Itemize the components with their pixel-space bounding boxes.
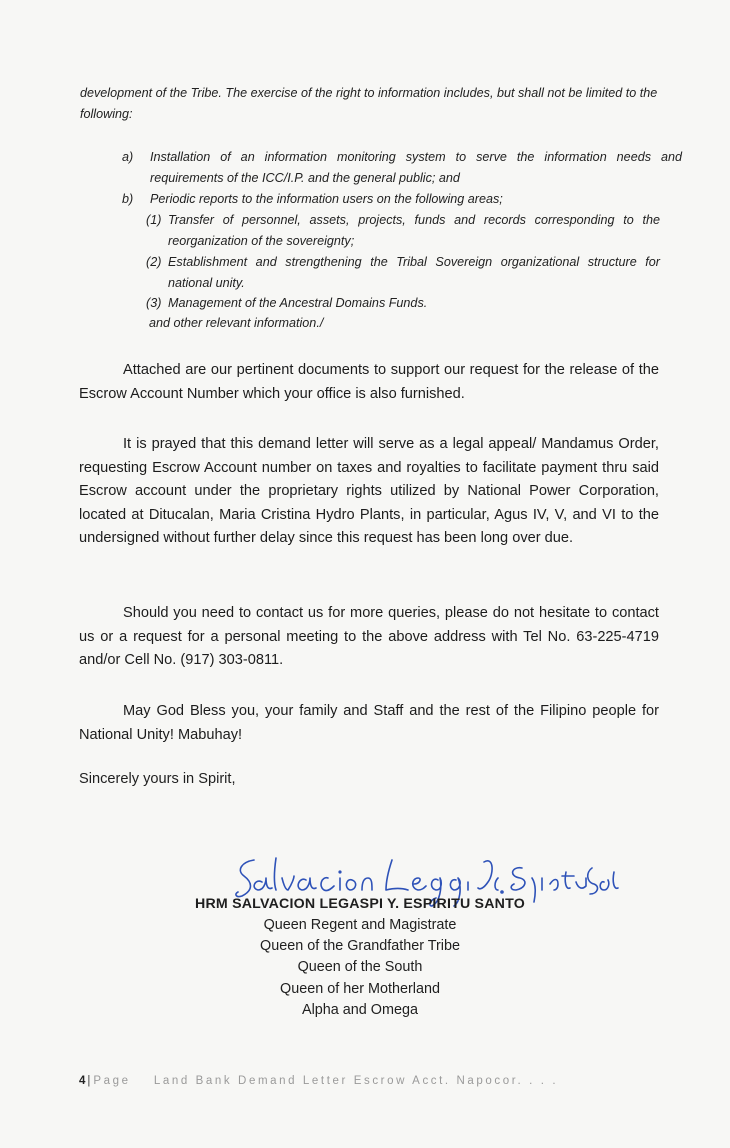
list-text: Periodic reports to the information users on the following areas;	[150, 192, 503, 206]
page-label: Page	[93, 1075, 131, 1087]
sublist-item-1	[146, 210, 660, 252]
sublist-text: Transfer of personnel, assets, projects, funds and records corresponding to the reorganization of the sovereignty;	[168, 213, 660, 248]
list-marker: a)	[122, 150, 134, 164]
list-item-b	[122, 189, 682, 210]
footer-document-title: Land Bank Demand Letter Escrow Acct. Napocor. . . .	[153, 1075, 559, 1087]
sublist-item-2	[146, 252, 660, 294]
signatory-name: HRM SALVACION LEGASPI Y. ESPIRITU SANTO	[195, 896, 525, 912]
paragraph-text: It is prayed that this demand letter will serve as a legal appeal/ Mandamus Order, requesting Escrow Account number on taxes and royalties to facilitate payment thru said Escrow account under the proprietary rights utilized by National Power Corporation, located at Ditucalan, Maria Cristina Hydro Plants, in particular, Agus IV, V, and VI to the undersigned without further delay since this request has been long over due.	[79, 436, 659, 546]
signatory-title: Queen Regent and Magistrate	[263, 917, 457, 933]
paragraph-text: May God Bless you, your family and Staff and the rest of the Filipino people for National Unity! Mabuhay!	[79, 703, 659, 743]
paragraph-text: Should you need to contact us for more queries, please do not hesitate to contact us or a request for a personal meeting to the above address with Tel No. 63-225-4719 and/or Cell No. (917) 303-0811.	[79, 605, 659, 668]
signatory-title: Queen of the South	[297, 959, 423, 976]
closing-salutation: Sincerely yours in Spirit,	[79, 771, 236, 787]
sublist-marker: (2)	[146, 255, 162, 269]
sublist-item-3	[146, 293, 660, 314]
page-footer: 4 | Page Land Bank Demand Letter Escrow Acct. Napocor. . . .	[79, 1075, 559, 1087]
paragraph-request	[79, 433, 659, 551]
signature-block	[180, 893, 540, 1021]
paragraph-text: Attached are our pertinent documents to support our request for the release of the Escrow Account Number which your office is also furnished.	[79, 362, 659, 402]
page-number: 4	[79, 1075, 86, 1087]
paragraph-contact	[79, 602, 659, 673]
intro-paragraph: development of the Tribe. The exercise of the right to information includes, but shall not be limited to the following:	[80, 86, 658, 121]
signatory-title: Queen of her Motherland	[280, 980, 440, 997]
paragraph-attachments	[79, 359, 659, 406]
list-item-a	[122, 147, 682, 189]
signatory-title: Alpha and Omega	[301, 1001, 418, 1018]
sublist-marker: (3)	[146, 296, 162, 310]
paragraph-blessing	[79, 700, 659, 747]
sublist-text: Establishment and strengthening the Tribal Sovereign organizational structure for national unity.	[168, 255, 660, 290]
sublist-text: Management of the Ancestral Domains Funds.	[168, 296, 428, 310]
list-marker: b)	[122, 192, 134, 206]
sublist-marker: (1)	[146, 213, 162, 227]
list-text: Installation of an information monitoring system to serve the information needs and requirements of the ICC/I.P. and the general public; and	[150, 150, 682, 185]
sublist-tail: and other relevant information./	[149, 316, 324, 330]
signatory-title: Queen of the Grandfather Tribe	[260, 938, 460, 955]
